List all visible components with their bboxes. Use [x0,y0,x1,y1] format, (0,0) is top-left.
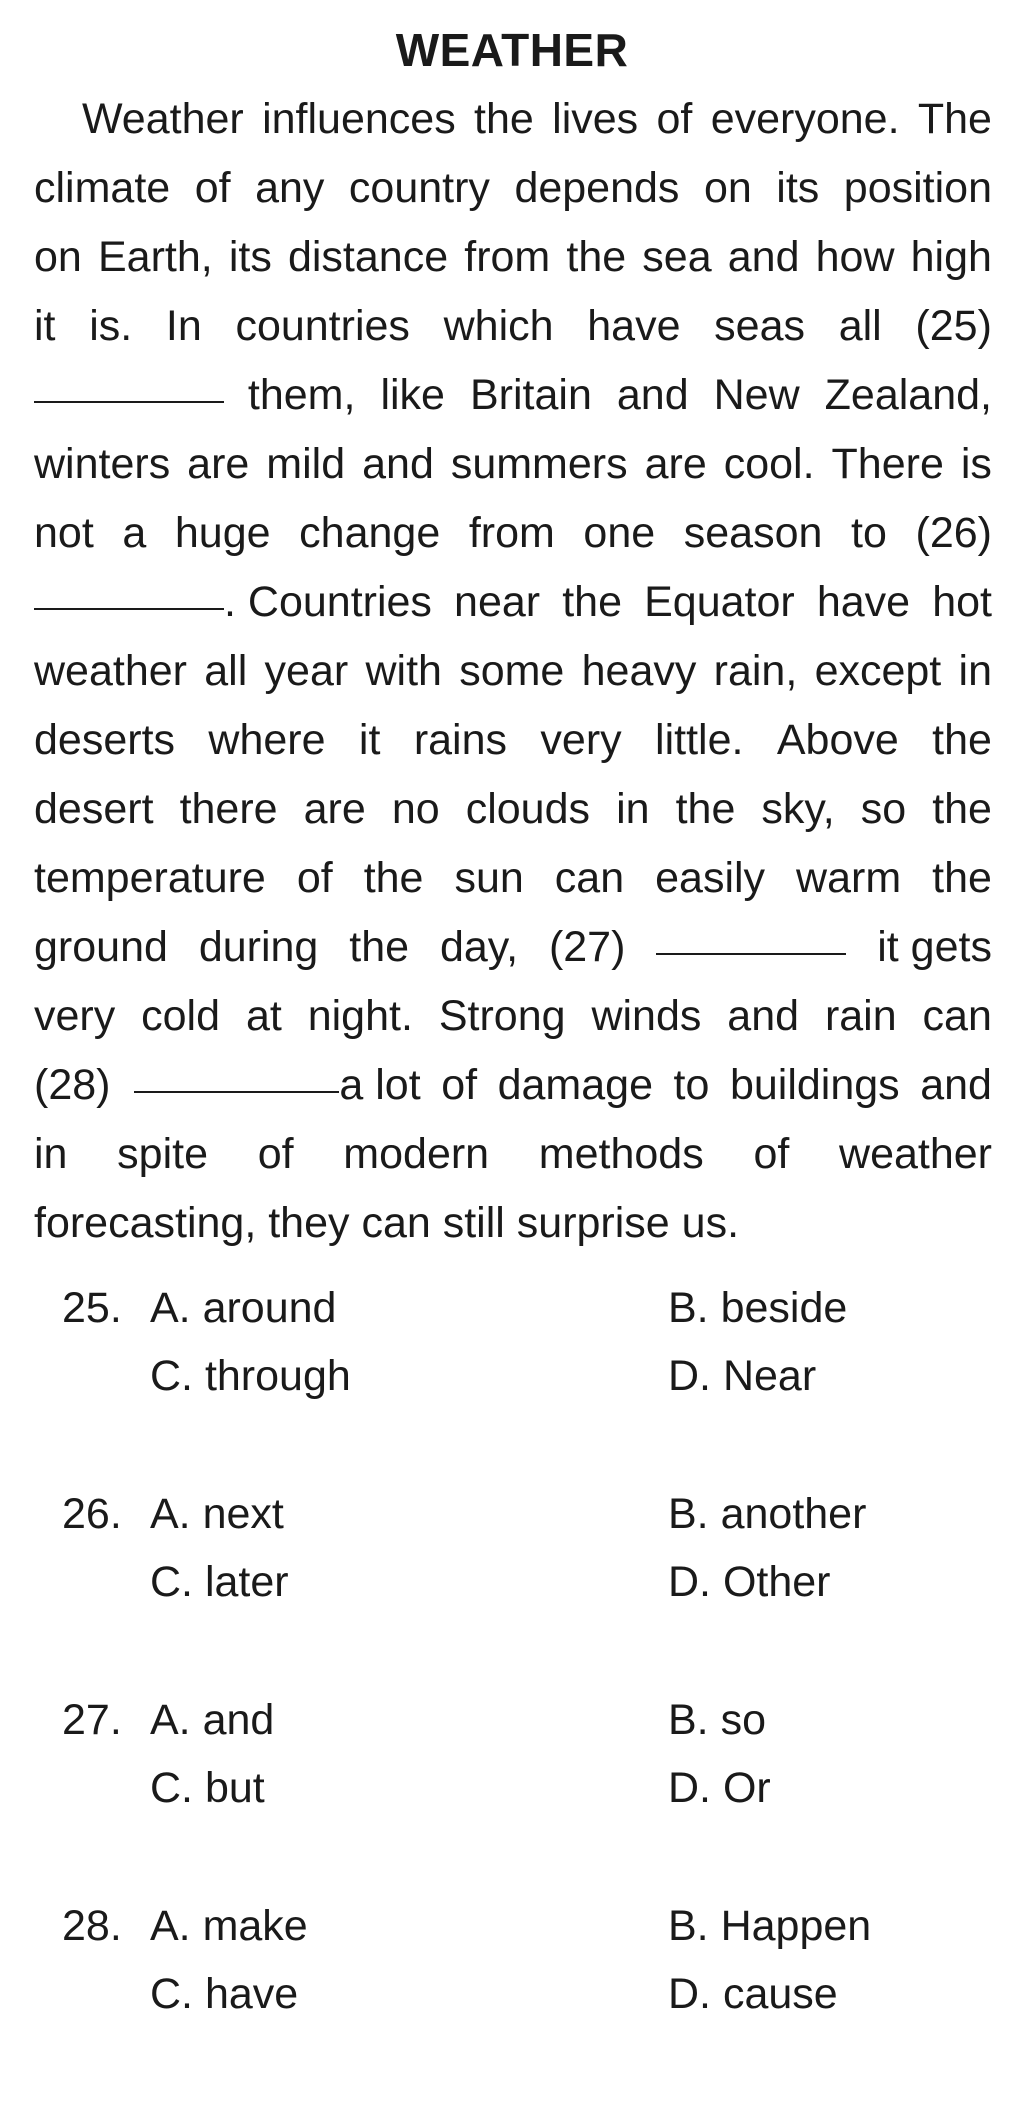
passage-word: clouds [465,785,591,833]
blank-group [34,361,355,430]
passage-word: and [727,233,800,281]
answer-option-c: C. have [150,1970,299,2018]
passage-word: from [468,509,555,557]
passage-word: them, [247,371,356,419]
passage-word: position [843,164,992,212]
passage-word: night. [307,992,413,1040]
passage-word: not [34,509,94,557]
passage-word: mild [266,440,346,488]
question-number: 27. [62,1696,122,1744]
passage-word: of [194,164,231,212]
passage-word: . Countries [224,578,432,626]
passage-word: depends [514,164,680,212]
passage-word: hot [932,578,992,626]
answer-option-b: B. beside [668,1284,848,1332]
passage-word: ground [34,923,168,971]
question-block [0,1486,1024,1692]
passage-line [34,982,992,1051]
passage-word: the [363,854,424,902]
passage-word: and [616,371,689,419]
answer-option-c: C. later [150,1558,289,1606]
page-title: WEATHER [395,24,629,76]
question-list [0,1280,1024,2104]
passage-word: to [851,509,887,557]
passage-line [34,706,992,775]
passage-word: lives [552,95,639,143]
answer-blank [34,401,224,403]
passage-word: like [380,371,445,419]
passage-word: its [776,164,820,212]
passage-word: the [566,233,627,281]
passage-line [34,775,992,844]
passage-word: everyone. [710,95,900,143]
answer-option-a: A. make [150,1902,308,1950]
passage-word: is. [89,302,133,350]
passage-word: influences [262,95,456,143]
passage-word: of [656,95,693,143]
passage-word: Weather [82,95,244,143]
passage-word: which [443,302,554,350]
passage-word: of [441,1061,478,1109]
passage-word: winds [591,992,702,1040]
passage-word: rains [413,716,508,764]
passage-word: sky, [761,785,835,833]
blank-group [34,568,432,637]
passage-word: from [464,233,551,281]
passage-word: (28) [34,1061,111,1109]
passage-word: in [958,647,992,695]
passage-word: near [454,578,541,626]
answer-option-d: D. Other [668,1558,831,1606]
passage-word: on [34,233,82,281]
passage-word: in [616,785,650,833]
question-number: 25. [62,1284,122,1332]
passage-word: (26) [915,509,992,557]
passage-word: summers [450,440,628,488]
passage-line [34,223,992,292]
passage-line [34,85,992,154]
passage-word: the [675,785,736,833]
passage-word: a lot [339,1061,421,1109]
passage-word: one [583,509,656,557]
passage-line [34,430,992,499]
passage-word: weather [34,647,187,695]
passage-word: is [960,440,992,488]
passage-word: Earth, [97,233,213,281]
passage-word: and [920,1061,992,1109]
answer-option-a: A. next [150,1490,284,1538]
passage-word: year [264,647,349,695]
passage-line [34,1189,992,1258]
answer-option-b: B. Happen [668,1902,872,1950]
passage-word: a [122,509,147,557]
passage-word: have [587,302,681,350]
passage-word: the [474,95,534,143]
question-number: 28. [62,1902,122,1950]
passage-word: on [703,164,752,212]
passage-word: cool. [723,440,815,488]
passage-word: winters [34,440,171,488]
passage-word: the [932,785,992,833]
passage-word: of [296,854,333,902]
passage-word: it [34,302,56,350]
passage-word: very [34,992,116,1040]
passage-word: seas [714,302,806,350]
passage-word: Zealand, [824,371,992,419]
passage-word: distance [287,233,449,281]
passage-word: can [922,992,992,1040]
question-number: 26. [62,1490,122,1538]
passage-word: no [391,785,440,833]
passage-word: (25) [915,302,992,350]
passage-word: cold [141,992,221,1040]
answer-option-b: B. so [668,1696,766,1744]
passage-word: its [228,233,272,281]
question-block [0,1898,1024,2104]
passage-word: with [365,647,442,695]
passage-word: in [34,1130,68,1178]
passage-word: high [910,233,992,281]
answer-option-c: C. but [150,1764,265,1812]
passage-word: any [255,164,325,212]
passage-line [34,361,992,430]
passage-word: all [838,302,882,350]
passage-line [34,568,992,637]
passage-word: temperature [34,854,266,902]
passage-word: Britain [469,371,592,419]
passage-word: some [459,647,565,695]
passage-word: the [932,854,992,902]
answer-option-b: B. another [668,1490,867,1538]
passage-word: of [753,1130,790,1178]
passage-word: the [932,716,992,764]
passage-word: huge [174,509,271,557]
passage-line [34,913,992,982]
passage-word: the [349,923,410,971]
passage-word: it [358,716,381,764]
passage-word: In [165,302,202,350]
passage-word: rain, [713,647,798,695]
passage-word: country [348,164,490,212]
passage-word: and [727,992,800,1040]
answer-option-d: D. Near [668,1352,817,1400]
passage-line [34,844,992,913]
passage-word: can [554,854,625,902]
passage-word: where [208,716,326,764]
passage-word: season [683,509,823,557]
passage-word: how [815,233,895,281]
passage-word: rain [824,992,897,1040]
passage-word: there [179,785,278,833]
passage-word: during [198,923,319,971]
passage-word: at [245,992,282,1040]
answer-blank [656,953,846,955]
passage-line [34,637,992,706]
passage-word: are [303,785,366,833]
passage-line [34,154,992,223]
answer-blank [134,1091,339,1093]
passage-line [34,499,992,568]
passage-word: spite [117,1130,209,1178]
passage-word: to [673,1061,710,1109]
passage-word: and [362,440,434,488]
passage-word: countries [235,302,410,350]
answer-option-d: D. Or [668,1764,771,1812]
passage-word: except [814,647,942,695]
passage [34,85,992,1258]
passage-word: have [816,578,911,626]
passage-word: are [644,440,707,488]
passage-word: Strong [438,992,566,1040]
passage-word: desert [34,785,154,833]
passage-word: weather [839,1130,992,1178]
passage-word: so [860,785,907,833]
passage-word: climate [34,164,171,212]
passage-word: day, [439,923,519,971]
answer-option-c: C. through [150,1352,351,1400]
question-block [0,1692,1024,1898]
passage-word: methods [538,1130,704,1178]
passage-word: sea [642,233,712,281]
passage-line [34,292,992,361]
passage-word: warm [796,854,902,902]
passage-word: little. [655,716,744,764]
question-block [0,1280,1024,1486]
answer-option-a: A. and [150,1696,275,1744]
passage-word: damage [497,1061,653,1109]
passage-word: buildings [729,1061,900,1109]
passage-word: are [187,440,250,488]
passage-word: sun [454,854,524,902]
passage-word: New [713,371,800,419]
passage-word: The [917,95,992,143]
passage-line [34,1120,992,1189]
passage-word: heavy [581,647,697,695]
passage-word: easily [655,854,766,902]
passage-word: (27) [548,923,626,971]
passage-word: Equator [644,578,795,626]
passage-word: it gets [877,923,992,971]
passage-word: the [562,578,623,626]
answer-option-a: A. around [150,1284,337,1332]
answer-blank [34,608,224,610]
passage-word: of [257,1130,294,1178]
passage-word: modern [343,1130,490,1178]
passage-line [34,1051,992,1120]
passage-word: Above [776,716,899,764]
passage-word: deserts [34,716,176,764]
blank-group [34,1051,421,1120]
passage-word: change [299,509,441,557]
passage-word: very [540,716,622,764]
answer-option-d: D. cause [668,1970,838,2018]
passage-line-text: forecasting, they can still surprise us. [34,1199,740,1247]
passage-word: all [204,647,248,695]
passage-word: There [831,440,944,488]
